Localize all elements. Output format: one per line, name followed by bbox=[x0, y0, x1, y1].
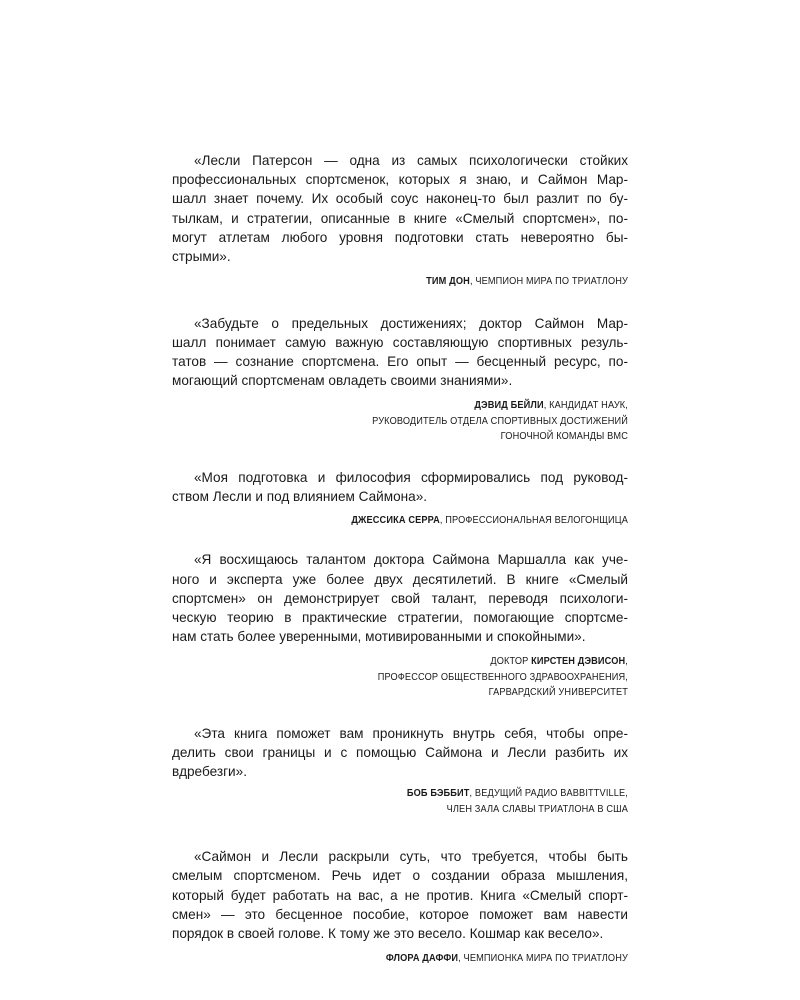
attribution-line: ГОНОЧНОЙ КОМАНДЫ BMC bbox=[500, 431, 628, 443]
attribution-line: ПРОФЕССОР ОБЩЕСТВЕННОГО ЗДРАВООХРАНЕНИЯ, bbox=[377, 671, 628, 683]
testimonial-attribution bbox=[208, 654, 628, 700]
quote-line: шалл понимает самую важную составляющую спортивных резуль- bbox=[172, 334, 628, 350]
testimonial-quote bbox=[172, 550, 628, 646]
quote-line: «Я восхищаюсь талантом доктора Саймона Маршалла как уче- bbox=[194, 552, 628, 568]
testimonial bbox=[172, 550, 628, 700]
testimonial-quote bbox=[172, 724, 628, 782]
testimonial-attribution bbox=[208, 951, 628, 966]
author-name: ДЖЕССИКА СЕРРА bbox=[351, 515, 440, 527]
testimonial-quote bbox=[172, 151, 628, 266]
attribution-line bbox=[208, 398, 628, 413]
quote-line: «Лесли Патерсон — одна из самых психологически стойких bbox=[194, 153, 628, 168]
attribution-line bbox=[208, 513, 628, 528]
attribution-line bbox=[208, 786, 628, 801]
author-name: ФЛОРА ДАФФИ bbox=[385, 953, 459, 965]
testimonial-attribution bbox=[208, 513, 628, 528]
attribution-line bbox=[208, 951, 628, 966]
quote-line: «Забудьте о предельных достижениях; доктор Саймон Мар- bbox=[194, 315, 628, 331]
testimonial-quote bbox=[172, 314, 628, 391]
attribution-line bbox=[208, 274, 628, 289]
author-name: БОБ БЭББИТ bbox=[406, 788, 470, 800]
quote-line: профессиональных спортсменок, которых я знаю, и Саймон Мар- bbox=[172, 172, 628, 188]
quote-line: вдребезги». bbox=[172, 764, 247, 780]
quote-line: смелым спортсменом. Речь идет о создании образа мышления, bbox=[172, 868, 628, 884]
author-title: , ЧЕМПИОН МИРА ПО ТРИАТЛОНУ bbox=[469, 276, 628, 288]
quote-line: «Саймон и Лесли раскрыли суть, что требуется, чтобы быть bbox=[194, 849, 628, 865]
attribution-line: ГАРВАРДСКИЙ УНИВЕРСИТЕТ bbox=[488, 687, 628, 699]
quote-line: ством Лесли и под влиянием Саймона». bbox=[172, 488, 428, 504]
attribution-line bbox=[208, 654, 628, 669]
testimonial-quote bbox=[172, 847, 628, 943]
quote-line: могающий спортсменам овладеть своими знаниями». bbox=[172, 373, 513, 389]
testimonial bbox=[172, 151, 628, 290]
testimonial-attribution bbox=[208, 274, 628, 289]
testimonial bbox=[172, 314, 628, 445]
author-title: , ЧЕМПИОНКА МИРА ПО ТРИАТЛОНУ bbox=[458, 953, 628, 965]
quote-line: который будет работать на вас, а не против. Книга «Смелый спорт- bbox=[172, 887, 628, 903]
author-title: , ПРОФЕССИОНАЛЬНАЯ ВЕЛОГОНЩИЦА bbox=[439, 515, 628, 527]
quote-line: смен» — это бесценное пособие, которое поможет вам навести bbox=[172, 906, 628, 922]
quote-line: тылкам, и стратегии, описанные в книге «Смелый спортсмен», по- bbox=[172, 210, 628, 226]
author-name: КИРСТЕН ДЭВИСОН bbox=[531, 656, 626, 668]
quote-line: порядок в своей голове. К тому же это весело. Кошмар как весело». bbox=[172, 925, 604, 941]
testimonial bbox=[172, 468, 628, 529]
quote-line: татов — сознание спортсмена. Его опыт — бесценный ресурс, по- bbox=[172, 354, 628, 370]
quote-line: делить свои границы и с помощью Саймона и Лесли разбить их bbox=[172, 744, 628, 760]
testimonial bbox=[172, 724, 628, 817]
testimonial-quote bbox=[172, 468, 628, 506]
quote-line: ного и эксперта уже более двух десятилетий. В книге «Смелый bbox=[172, 571, 628, 587]
author-title: , ВЕДУЩИЙ РАДИО BABBITTVILLE, bbox=[469, 788, 628, 800]
quote-line: шалл знает почему. Их особый соус наконец-то был разлит по бу- bbox=[172, 191, 628, 207]
author-title: , bbox=[625, 656, 628, 668]
attribution-line: РУКОВОДИТЕЛЬ ОТДЕЛА СПОРТИВНЫХ ДОСТИЖЕНИЙ bbox=[372, 415, 628, 427]
quote-line: «Моя подготовка и философия сформировались под руковод- bbox=[194, 469, 628, 485]
quote-line: могут атлетам любого уровня подготовки стать невероятно бы- bbox=[172, 229, 628, 245]
testimonial-attribution bbox=[208, 398, 628, 444]
page-content bbox=[172, 151, 628, 967]
quote-line: стрыми». bbox=[172, 249, 231, 265]
author-title: , КАНДИДАТ НАУК, bbox=[543, 400, 628, 412]
author-name: ТИМ ДОН bbox=[426, 276, 470, 288]
author-name: ДЭВИД БЕЙЛИ bbox=[474, 400, 544, 412]
quote-line: нам стать более уверенными, мотивированными и спокойными». bbox=[172, 629, 586, 645]
quote-line: «Эта книга поможет вам проникнуть внутрь себя, чтобы опре- bbox=[194, 725, 628, 741]
quote-line: ческую теорию в практические стратегии, помогающие спортсме- bbox=[172, 610, 628, 626]
attribution-line: ЧЛЕН ЗАЛА СЛАВЫ ТРИАТЛОНА В США bbox=[446, 803, 628, 815]
testimonial bbox=[172, 847, 628, 966]
quote-line: спортсмен» он демонстрирует свой талант, переводя психологи- bbox=[172, 590, 628, 606]
author-prefix: ДОКТОР bbox=[490, 656, 532, 668]
testimonial-attribution bbox=[208, 786, 628, 817]
